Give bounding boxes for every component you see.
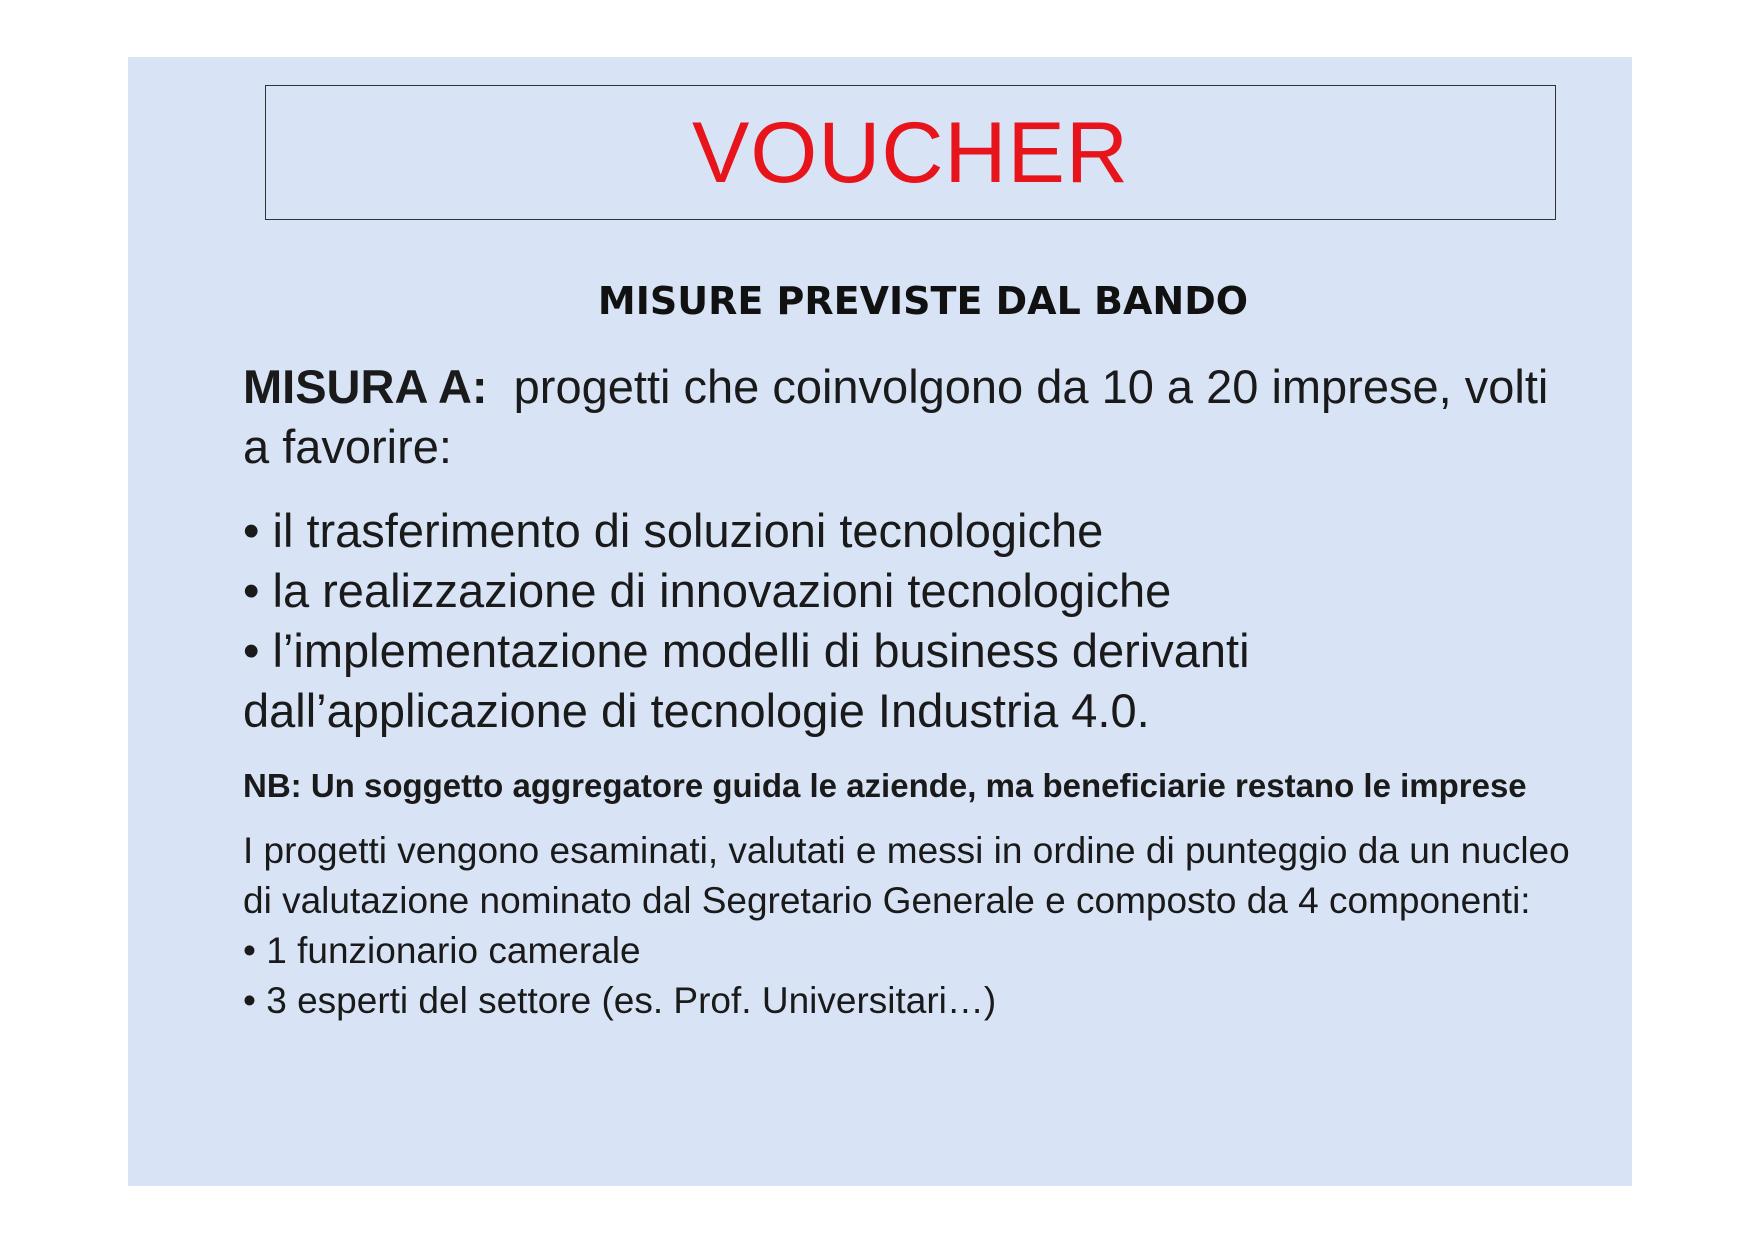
nb-note: NB: Un soggetto aggregatore guida le aziende, ma beneficiarie restano le imprese [243,767,1527,804]
list-item: • 3 esperti del settore (es. Prof. Universitari…) [243,980,997,1021]
measure-bullets [243,501,1583,741]
list-item: • 1 funzionario camerale [243,930,641,971]
slide [128,57,1632,1186]
slide-body [243,357,1583,1026]
list-item: • l’implementazione modelli di business derivanti dall’applicazione di tecnologie Industria 4.0. [243,624,1250,737]
title-box [265,85,1556,220]
committee-bullets [243,926,1583,1026]
intro-lead: MISURA A: [243,360,488,413]
intro-paragraph [243,357,1583,477]
list-item: • la realizzazione di innovazioni tecnologiche [243,564,1172,617]
list-item: • il trasferimento di soluzioni tecnologiche [243,504,1104,557]
evaluation-paragraph: I progetti vengono esaminati, valutati e messi in ordine di punteggio da un nucleo di valutazione nominato dal Segretario Generale e composto da 4 componenti: [243,830,1570,921]
slide-subtitle: MISURE PREVISTE DAL BANDO [597,279,1249,323]
slide-title: VOUCHER [691,104,1130,201]
intro-text: progetti che coinvolgono da 10 a 20 imprese, volti a favorire: [243,360,1549,473]
